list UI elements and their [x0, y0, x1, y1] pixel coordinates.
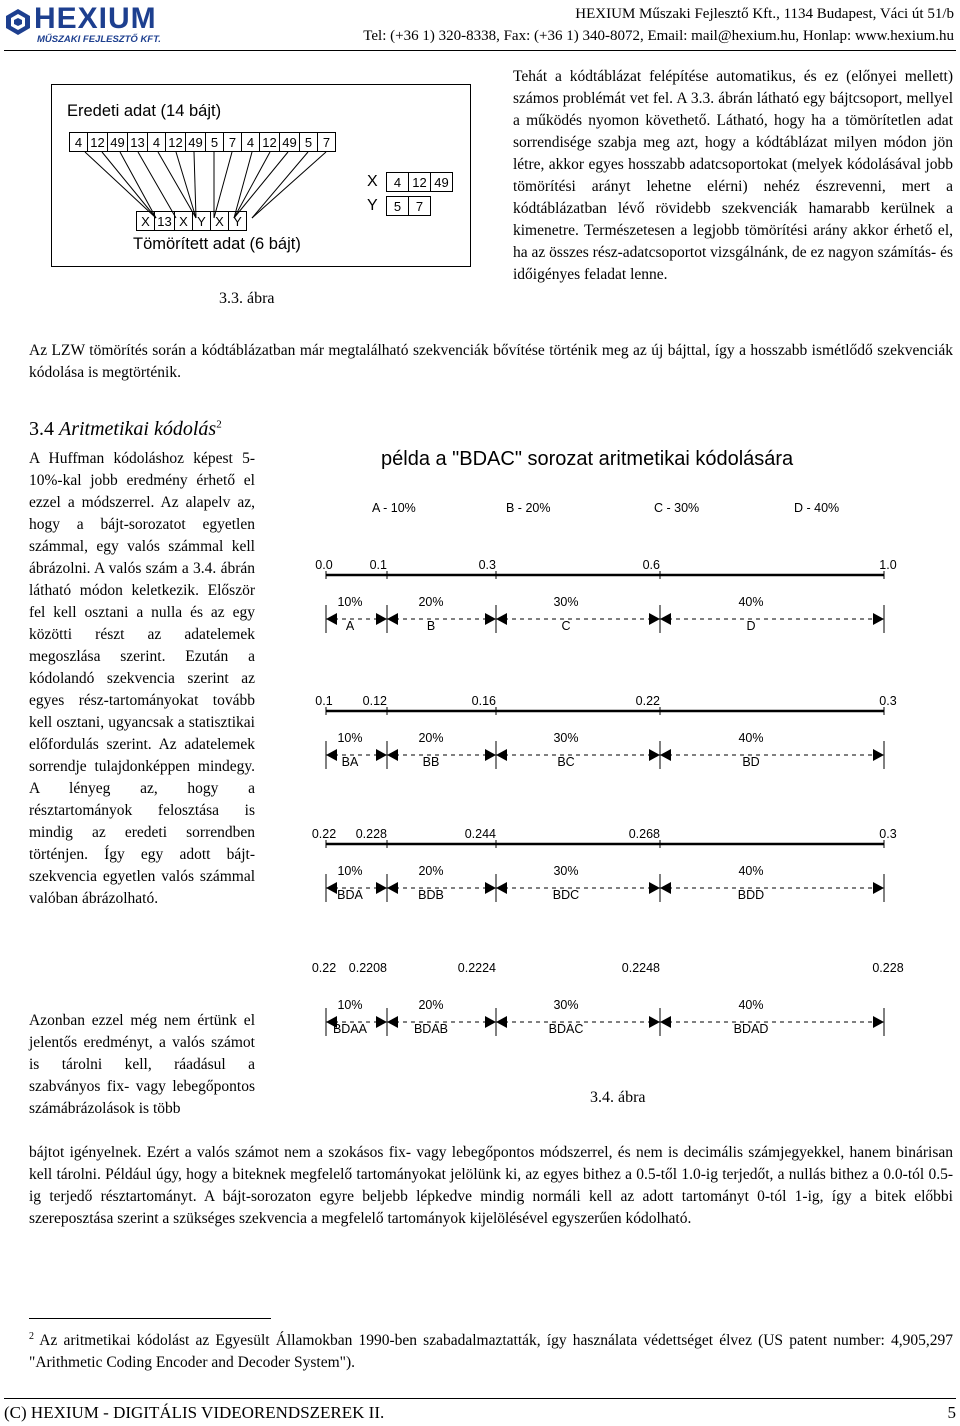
tick-label: 0.12	[362, 694, 387, 708]
segment-percent: 40%	[738, 998, 764, 1012]
tick-label: 0.268	[628, 827, 660, 841]
byte-cell: X	[136, 211, 155, 231]
byte-cell: 49	[430, 172, 453, 192]
para-right: Tehát a kódtáblázat felépítése automatikus, és ez (előnyei mellett) számos problémát vet fel. A 3.3. ábrán látható egy bájtcsoport, mellyel a működés nyomon követhető. Látható, hogy ha a tömörítetlen adat sorrendisége szabja meg azt, hogy a kódtáblázat milyen módon jön létre, akkor egyes hosszabb adatcsoportokat (melyek kódolásával jobb tömörítési arányt lehetne elérni) nehéz észrevenni, mert a kódtáblázatban lévő rövidebb szekvenciák hamarabb kerülnek a kimenetre. Természetesen a legjobb tömörítési arány akkor érhető el, ha az összes rész-adatcsoportot vizsgálnánk, de ez nagyon számítás- és időigényes feladat lenne.	[513, 68, 953, 283]
tick-label: 0.16	[471, 694, 496, 708]
segment-percent: 40%	[738, 864, 764, 878]
footnote-mark: 2	[29, 1331, 34, 1342]
segment-label: BDAD	[733, 1022, 769, 1036]
tick-label: 0.244	[464, 827, 496, 841]
contact-line: Tel: (+36 1) 320-8338, Fax: (+36 1) 340-8072, Email: mail@hexium.hu, Honlap: www.hexium.hu	[363, 28, 954, 44]
footer-left: (C) HEXIUM - DIGITÁLIS VIDEORENDSZEREK II.	[4, 1403, 385, 1422]
arrow-head-left	[387, 749, 398, 761]
header-rule	[4, 50, 956, 51]
segment-percent: 10%	[337, 731, 363, 745]
section-title: Aritmetikai kódolás	[59, 418, 217, 440]
arrow-head-right	[649, 1016, 660, 1028]
tick-label: 0.0	[315, 558, 333, 572]
prob-c: C - 30%	[654, 501, 700, 515]
arrow-head-left	[660, 1016, 671, 1028]
arrow-head-right	[649, 613, 660, 625]
arrow-head-right	[485, 882, 496, 894]
dict-key-y: Y	[367, 197, 378, 214]
para-left2: Azonban ezzel még nem értünk el jelentős eredményt, a valós számot is tárolni kell, ráadásul a szabványos fix- vagy lebegőpontos számábrázolások is több	[29, 1012, 255, 1117]
figure-3-4	[270, 430, 960, 1130]
byte-cell: X	[210, 211, 229, 231]
byte-cell: 13	[154, 211, 175, 231]
arrow-head-left	[496, 882, 507, 894]
dict-key-x: X	[367, 173, 378, 190]
byte-cell: 4	[386, 172, 409, 192]
segment-label: C	[561, 619, 571, 633]
prob-a: A - 10%	[372, 501, 416, 515]
para-left1: A Huffman kódoláshoz képest 5-10%-kal jobb eredmény érhető el ezzel a módszerrel. Az alapelv az, hogy a bájt-sorozatot egyetlen számmal, egy valós számmal kell ábrázolni. A valós szám a 3.4. ábrán látható módon keletkezik. Először fel kell osztani a nulla és az egy közötti részt az adatelemek megoszlása szerint. Ezután a kódolandó szekvencia szerint az egyes rész-tartományokat tovább kell osztani, ugyancsak a statisztikai előfordulás szerint. Az adatelemek sorrendje tulajdonképpen mindegy. A lényeg az, hogy a résztartományok felosztása is mindig az eredeti sorrendben történjen. Így egy adott bájt-szekvencia egyetlen valós számmal valóban ábrázolható.	[29, 450, 255, 907]
byte-cell: 49	[185, 132, 206, 152]
arrow-head-left	[387, 613, 398, 625]
byte-cell: 12	[408, 172, 431, 192]
segment-label: BDA	[337, 888, 363, 902]
segment-percent: 30%	[553, 998, 579, 1012]
arrow-head-left	[496, 1016, 507, 1028]
hexium-logo	[4, 4, 184, 46]
byte-cell: X	[174, 211, 193, 231]
arrow-head-left	[660, 613, 671, 625]
byte-cell: 4	[241, 132, 260, 152]
section-number: 3.4	[29, 418, 54, 440]
segment-percent: 30%	[553, 595, 579, 609]
segment-label: BDD	[737, 888, 765, 902]
section-heading	[29, 418, 222, 441]
tick-label: 0.3	[879, 694, 897, 708]
arrow-head-left	[660, 882, 671, 894]
arrow-head-right	[873, 882, 884, 894]
segment-label: BC	[557, 755, 575, 769]
para-bottom: bájtot igényelnek. Ezért a valós számot nem a szokásos fix- vagy lebegőpontos módszerrel, és nem is decimális számjegyekkel, hanem binárisan kell tárolni. Például úgy, hogy a biteknek megfelelő tartományokat jelölünk ki, az egyes bithez a 0.5-től 1.0-ig terjedőt, a nullás bithez a 0.0-tól 0.5-ig terjedő résztartományt. A bájt-sorozaton egyre beljebb lépkedve mindig normáli kell az adott tartományt 0-tól 1-ig, így a bitek előbbi szereposztása szerint a szükséges szekvencia a megfelelő tartományok kijelölésével egyszerűen kódolható.	[29, 1144, 953, 1227]
footnote-ref: 2	[216, 418, 222, 431]
arrow-head-left	[326, 749, 337, 761]
segment-label: BDAA	[332, 1022, 368, 1036]
arrow-head-left	[326, 613, 337, 625]
arrow-head-right	[649, 882, 660, 894]
segment-label: BDB	[418, 888, 444, 902]
segment-percent: 30%	[553, 864, 579, 878]
byte-cell: 12	[87, 132, 108, 152]
footnote-text: Az aritmetikai kódolást az Egyesült Államokban 1990-ben szabadalmaztatták, így használata védettséget élvez (US patent number: 4,905,297 "Arithmetic Coding Encoder and Decoder System").	[29, 1332, 953, 1372]
tick-label: 0.2224	[457, 961, 496, 975]
segment-percent: 20%	[418, 864, 444, 878]
logo-subtitle: MŰSZAKI FEJLESZTŐ KFT.	[37, 34, 161, 45]
arrow-head-right	[376, 1016, 387, 1028]
tick-label: 0.3	[879, 827, 897, 841]
byte-cell: 4	[69, 132, 88, 152]
arrow-head-right	[873, 1016, 884, 1028]
arrow-head-left	[326, 882, 337, 894]
footer-page: 5	[947, 1403, 956, 1422]
segment-label: D	[746, 619, 756, 633]
byte-cell: 49	[107, 132, 128, 152]
byte-cell: 12	[259, 132, 280, 152]
segment-label: A	[345, 619, 355, 633]
arrow-head-right	[873, 613, 884, 625]
footnote	[29, 1326, 953, 1374]
byte-cell: Y	[228, 211, 247, 231]
tick-label: 0.2248	[621, 961, 660, 975]
arrow-head-right	[376, 613, 387, 625]
tick-label: 0.22	[311, 827, 337, 841]
segment-label: BDAB	[413, 1022, 449, 1036]
tick-label: 0.3	[478, 558, 496, 572]
tick-label: 1.0	[879, 558, 897, 572]
tick-label: 0.1	[315, 694, 333, 708]
fig33-title: Eredeti adat (14 bájt)	[67, 102, 222, 120]
byte-cell: 49	[279, 132, 300, 152]
fig34-caption: 3.4. ábra	[590, 1089, 646, 1106]
tick-label: 0.228	[355, 827, 387, 841]
prob-b: B - 20%	[506, 501, 551, 515]
arrow-head-left	[387, 882, 398, 894]
segment-percent: 40%	[738, 731, 764, 745]
arrow-head-left	[387, 1016, 398, 1028]
arrow-head-left	[496, 749, 507, 761]
arrow-head-right	[376, 749, 387, 761]
fig34-title: példa a "BDAC" sorozat aritmetikai kódolására	[381, 448, 794, 470]
hexium-logo-icon	[4, 8, 32, 36]
segment-label: BDC	[552, 888, 580, 902]
byte-cell: 12	[165, 132, 186, 152]
segment-label: BA	[341, 755, 359, 769]
arrow-head-right	[485, 613, 496, 625]
segment-percent: 10%	[337, 864, 363, 878]
compressed-label: Tömörített adat (6 bájt)	[133, 235, 301, 253]
para-lzw: Az LZW tömörítés során a kódtáblázatban már megtalálható szekvenciák bővítése történik meg az új bájttal, így a hosszabb ismétlődő szekvenciák kódolása is megtörténik.	[29, 342, 953, 381]
segment-percent: 30%	[553, 731, 579, 745]
arrow-head-right	[485, 1016, 496, 1028]
prob-d: D - 40%	[794, 501, 840, 515]
segment-label: B	[426, 619, 436, 633]
byte-cell: 13	[127, 132, 148, 152]
byte-cell: Y	[192, 211, 211, 231]
tick-label: 0.228	[872, 961, 904, 975]
logo-title: HEXIUM	[34, 2, 157, 35]
tick-label: 0.1	[369, 558, 387, 572]
byte-cell: 4	[147, 132, 166, 152]
segment-percent: 40%	[738, 595, 764, 609]
byte-cell: 7	[317, 132, 336, 152]
segment-percent: 10%	[337, 595, 363, 609]
footnote-rule	[29, 1318, 271, 1319]
segment-percent: 10%	[337, 998, 363, 1012]
segment-label: BDAC	[548, 1022, 584, 1036]
fig33-caption: 3.3. ábra	[219, 290, 275, 307]
segment-percent: 20%	[418, 998, 444, 1012]
arrow-head-right	[485, 749, 496, 761]
figure-3-3	[51, 84, 471, 267]
footer-rule	[4, 1398, 956, 1399]
tick-label: 0.6	[642, 558, 660, 572]
arrow-head-right	[873, 749, 884, 761]
tick-label: 0.22	[635, 694, 660, 708]
arrow-head-left	[660, 749, 671, 761]
byte-cell: 5	[386, 196, 409, 216]
tick-label: 0.2208	[348, 961, 387, 975]
byte-cell: 5	[299, 132, 318, 152]
byte-cell: 5	[205, 132, 224, 152]
segment-percent: 20%	[418, 595, 444, 609]
tick-label: 0.22	[311, 961, 337, 975]
segment-percent: 20%	[418, 731, 444, 745]
arithmetic-diagram	[270, 430, 960, 1130]
segment-label: BD	[742, 755, 760, 769]
arrow-head-right	[649, 749, 660, 761]
byte-cell: 7	[408, 196, 431, 216]
arrow-head-left	[496, 613, 507, 625]
arrow-head-right	[376, 882, 387, 894]
company-line: HEXIUM Műszaki Fejlesztő Kft., 1134 Budapest, Váci út 51/b	[575, 6, 954, 22]
byte-cell: 7	[223, 132, 242, 152]
segment-label: BB	[422, 755, 440, 769]
